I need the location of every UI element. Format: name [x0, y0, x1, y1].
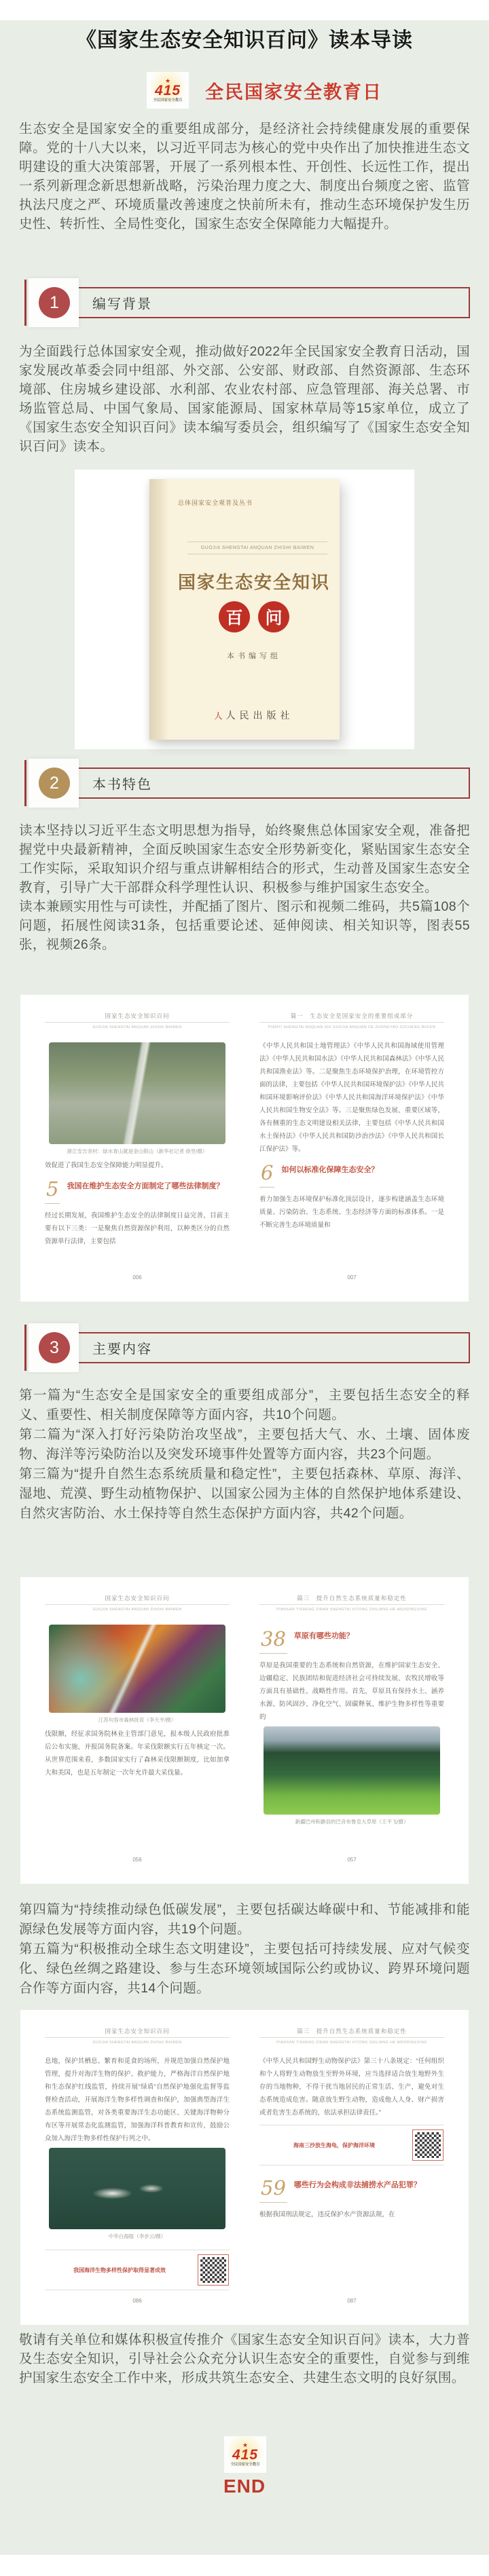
section-title: 编写背景 [92, 297, 152, 312]
publisher-name: 人民出版社 [225, 711, 294, 721]
book-page-header [259, 1012, 444, 1031]
question-number: 59 [259, 2178, 287, 2203]
paragraph: 第四篇为“持续推动绿色低碳发展”，主要包括碳达峰碳中和、节能减排和能源绿色发展等方面内容，共19个问题。 [19, 1902, 470, 1937]
section-title: 本书特色 [92, 777, 152, 793]
book-page-paragraph: 伐限额，经征求国务院林业主管部门意见，报本级人民政府批准后公布实施，并报国务院备案。年采伐限额实行五年核定一次。从世界范围来看，多数国家实行了森林采伐限额制度，比如加拿大和美国，也是五年制定一次年允许最大采伐量。 [45, 1730, 230, 1777]
415-security-education-day-logo [224, 2436, 266, 2473]
book-page-header-text: 篇一 生态安全是国家安全的重要组成部分 [290, 1012, 414, 1019]
section-header-1 [24, 278, 470, 327]
section-3-body-b [19, 1900, 470, 1999]
question-title: 我国在维护生态安全方面制定了哪些法律制度？ [67, 1182, 224, 1190]
415-security-education-day-logo [147, 72, 189, 109]
publisher-logo-icon: 人 [214, 711, 223, 721]
book-page-header-pinyin: PIANSAN TISHENG ZIRAN SHENGTAI XITONG ZHILIANG HE WENDINGXING [259, 2037, 444, 2047]
book-series-title: 总体国家安全观普及丛书 [178, 499, 253, 506]
question-answer-text: 着力加强生态环境保护标准化顶层设计，逐步构建涵盖生态环境质量、污染防治、生态系统、生态经济等方面的标准体系。一是不断完善生态环境质量和 [259, 1196, 444, 1229]
book-page-paragraph: 《中华人民共和国土地管理法》《中华人民共和国海域使用管理法》《中华人民共和国水法》《中华人民共和国森林法》《中华人民共和国渔业法》等。二是聚焦生态环境保护治理，在环境管控方面的法律，主要包括《中华人民共和国环境保护法》《中华人民共和国环境影响评价法》《中华人民共和国海洋环境保护法》《中华人民共和国生物安全法》等。三是聚焦绿色发展、重要区域等，各有侧重的生态文明建设相关法律，主要包括《中华人民共和国水土保持法》《中华人民共和国防沙治沙法》《中华人民共和国长江保护法》等。 [259, 1042, 444, 1153]
section-number-circle: 1 [39, 287, 70, 318]
book-page-header-pinyin: GUOJIA SHENGTAI ANQUAN ZHISHI BAIWEN [45, 1022, 230, 1031]
book-cover [149, 479, 340, 740]
question-block [259, 1629, 444, 1654]
book-title-circles [173, 601, 336, 632]
question-block [259, 2178, 444, 2203]
book-page-right [259, 1595, 444, 1866]
badge-small-caption: 全民国家安全教育 [230, 2462, 260, 2467]
question-title: 如何以标准化保障生态安全？ [281, 1166, 379, 1174]
book-page-right [259, 2028, 444, 2307]
end-marker: END [223, 2476, 266, 2497]
book-spread-image-1 [20, 995, 469, 1302]
book-page-left [45, 1595, 230, 1866]
book-page-header [259, 2028, 444, 2047]
star-icon: ★ [242, 2441, 249, 2448]
section-header-2 [24, 759, 470, 808]
book-page-header-text: 国家生态安全知识百问 [105, 1012, 170, 1019]
badge-small-caption: 全民国家安全教育 [153, 98, 183, 102]
photo-village-aerial [49, 1042, 225, 1144]
book-page-header-text: 篇三 提升自然生态系统质量和稳定性 [297, 1595, 407, 1602]
photo-autumn-forest [49, 1625, 225, 1713]
badge-number: 415 [232, 2446, 259, 2463]
photo-caption: 中华白海豚（李步云/摄） [108, 2233, 166, 2239]
intro-paragraph: 生态安全是国家安全的重要组成部分，是经济社会持续健康发展的重要保障。党的十八大以来，以习近平同志为核心的党中央作出了加快推进生态文明建设的重大决策部署，开展了一系列根本性、开创性、长远性工作，提出一系列新理念新思想新战略，污染治理力度之大、制度出台频度之密、监管执法尺度之严、环境质量改善速度之快前所未有，推动生态环境保护发生历史性、转折性、全局性变化，国家生态安全保障能力大幅提升。 [19, 121, 470, 231]
page-number: 007 [347, 1274, 357, 1281]
section-2-body [19, 821, 470, 954]
book-page-header-pinyin: PIANYI SHENGTAI ANQUAN SHI GUOJIA ANQUAN DE ZHONGYAO ZUCHENG BUFEN [259, 1022, 444, 1031]
book-title-circle-2: 问 [258, 601, 289, 632]
book-page-header-pinyin: PIANSAN TISHENG ZIRAN SHENGTAI XITONG ZHILIANG HE WENDINGXING [259, 1604, 444, 1614]
paragraph: 读本兼顾实用性与可读性，并配插了图片、图示和视频二维码，共5篇108个问题，拓展性阅读31条，包括重要论述、延伸阅读、相关知识等，图表55张，视频26条。 [19, 899, 470, 952]
photo-white-dolphins [49, 2148, 225, 2229]
question-block [45, 1179, 230, 1204]
question-number: 6 [259, 1162, 274, 1188]
book-page-header-text: 国家生态安全知识百问 [105, 1595, 170, 1602]
book-spread-image-2 [20, 1577, 469, 1884]
book-page-header-text: 国家生态安全知识百问 [105, 2028, 170, 2034]
book-page-header-pinyin: GUOJIA SHENGTAI ANQUAN ZHISHI BAIWEN [45, 1604, 230, 1614]
question-number: 38 [259, 1629, 287, 1654]
book-page-right [259, 1012, 444, 1284]
book-page-header [259, 1595, 444, 1614]
book-cover-panel [75, 470, 414, 749]
section-1-body: 为全面践行总体国家安全观，推动做好2022年全民国家安全教育日活动，国家发展改革委会同中组部、外交部、公安部、财政部、自然资源部、生态环境部、住房城乡建设部、水利部、农业农村部、应急管理部、海关总署、市场监管总局、中国气象局、国家能源局、国家林草局等15家单位，成立了《国家生态安全知识百问》读本编写委员会，组织编写了《国家生态安全知识百问》读本。 [19, 344, 470, 454]
photo-caption: 浙江安吉余村：绿水青山就是金山银山（新华社记者 徐昱/摄） [67, 1148, 208, 1154]
section-3-body-a [19, 1386, 470, 1523]
book-title-circle-1: 百 [219, 601, 250, 632]
question-number: 5 [45, 1179, 60, 1204]
section-accent-bar [24, 760, 26, 806]
qr-code-icon [198, 2255, 228, 2285]
question-block [259, 1162, 444, 1188]
video-qr-block [259, 2125, 444, 2165]
video-qr-block [45, 2250, 230, 2290]
page-number: 056 [132, 1857, 142, 1863]
book-pinyin: GUOJIA SHENGTAI ANQUAN ZHISHI BAIWEN [187, 542, 327, 554]
page-title: 《国家生态安全知识百问》读本导读 [76, 29, 413, 52]
security-education-day-label: 全民国家安全教育日 [205, 82, 382, 102]
section-accent-bar [24, 1325, 26, 1371]
qr-label: 我国海洋生物多样性保护取得显著成效 [73, 2267, 166, 2273]
question-title: 哪些行为会构成非法捕捞水产品犯罪？ [293, 2181, 421, 2189]
book-page-header [45, 2028, 230, 2047]
page-number: 006 [132, 1274, 142, 1281]
paragraph: 第二篇为“深入打好污染防治攻坚战”，主要包括大气、水、土壤、固体废物、海洋等污染防治以及突发环境事件处置等方面内容，共23个问题。 [19, 1427, 470, 1462]
page-number: 087 [347, 2298, 357, 2304]
paragraph: 读本坚持以习近平生态文明思想为指导，始终聚焦总体国家安全观，准备把握党中央最新精神，全面反映国家生态安全形势新变化，紧贴国家生态安全工作实际，采取知识介绍与重点讲解相结合的形式，生动普及国家生态安全教育，引导广大干部群众科学理性认识、积极参与维护国家生态安全。 [19, 823, 470, 895]
book-author: 本书编写组 [227, 652, 281, 660]
photo-grassland [264, 1726, 440, 1815]
book-title: 国家生态安全知识 [177, 572, 330, 592]
question-title: 草原有哪些功能？ [293, 1632, 354, 1640]
book-page-paragraph: 效促进了我国生态安全保障能力明显提升。 [45, 1162, 168, 1169]
book-page-left [45, 1012, 230, 1284]
page-number: 086 [132, 2298, 142, 2304]
paragraph: 第三篇为“提升自然生态系统质量和稳定性”，主要包括森林、草原、海洋、湿地、荒漠、野生动植物保护、以国家公园为主体的自然保护地体系建设、自然灾害防治、水土保持等自然生态保护方面内容，共42个问题。 [19, 1466, 470, 1521]
section-number-circle: 2 [39, 768, 70, 799]
book-spread-image-3 [20, 2010, 469, 2325]
photo-caption: 江苏句容市森林抚育（李天平/摄） [98, 1717, 177, 1723]
section-title: 主要内容 [92, 1342, 152, 1357]
book-page-header [45, 1012, 230, 1031]
closing-paragraph: 敬请有关单位和媒体积极宣传推介《国家生态安全知识百问》读本，大力普及生态安全知识，引导社会公众充分认识生态安全的重要性，自觉参与到维护国家生态安全工作中来，形成共筑生态安全、共建生态文明的良好氛围。 [19, 2332, 470, 2385]
book-page-header [45, 1595, 230, 1614]
star-icon: ★ [164, 77, 171, 84]
question-answer-text: 草原是我国重要的生态系统和自然资源，在维护国家生态安全、边疆稳定、民族团结和促进经济社会可持续发展、农牧民增收等方面具有基础性、战略性作用。首先，草原具有保持水土、涵养水源、防风固沙、净化空气、固碳释氧、维护生物多样性等重要的 [259, 1662, 444, 1721]
section-accent-bar [24, 280, 26, 326]
qr-label: 海南三沙放生海龟，保护海洋环境 [293, 2142, 375, 2148]
paragraph: 第五篇为“积极推动全球生态文明建设”，主要包括可持续发展、应对气候变化、绿色丝绸之路建设、参与生态环境领域国际公约或协议、跨界环境问题合作等方面内容，共14个问题。 [19, 1942, 470, 1996]
book-publisher [173, 708, 336, 722]
footer-strip [0, 2555, 489, 2576]
qr-code-icon [413, 2130, 443, 2160]
question-answer-text: 经过长期发展，我国维护生态安全的法律制度日益完善，目前主要有以下三类：一是聚焦自然资源保护利用，以种类区分的自然资源单行法律，主要包括 [45, 1212, 230, 1245]
book-page-header-pinyin: GUOJIA SHENGTAI ANQUAN ZHISHI BAIWEN [45, 2037, 230, 2047]
page-number: 057 [347, 1857, 357, 1863]
paragraph: 第一篇为“生态安全是国家安全的重要组成部分”，主要包括生态安全的释义、重要性、相关制度保障等方面内容，共10个问题。 [19, 1388, 470, 1422]
book-page-header-text: 篇三 提升自然生态系统质量和稳定性 [297, 2028, 407, 2034]
section-header-3 [24, 1323, 470, 1372]
question-answer-text: 根据我国刑法规定，违反保护水产资源法规，在 [259, 2211, 395, 2218]
book-page-left [45, 2028, 230, 2307]
section-number-circle: 3 [39, 1332, 70, 1363]
badge-number: 415 [154, 82, 181, 98]
book-page-paragraph: 息地，保护其栖息、繁育和觅食的场所，并规范加强自然保护地管理，提升对海洋生物的保护、救护能力，严格海洋自然保护地和生态保护红线监管，持续开展“绿盾”自然保护地强化监督等监督检查活动，开展海洋生物多样性调查和保护，加强典型海洋生态系统监测监管，对各类重要海洋生态功能区、关键海洋物种分布区等开展常态化监测监管，加强海洋科普教育和宣传，鼓励公众加入海洋生物多样性保护行列之中。 [45, 2058, 230, 2142]
photo-caption: 新疆巴州和静县的巴音布鲁克大草原（王平飞/摄） [295, 1819, 409, 1825]
book-page-paragraph: 《中华人民共和国野生动物保护法》第三十八条规定：“任何组织和个人将野生动物放生至野外环境，应当选择适合放生地野外生存的当地物种，不得干扰当地居民的正常生活、生产，避免对生态系统造成危害。随意放生野生动物，造成他人人身、财产损害或者危害生态系统的，依法承担法律责任。” [259, 2058, 444, 2117]
